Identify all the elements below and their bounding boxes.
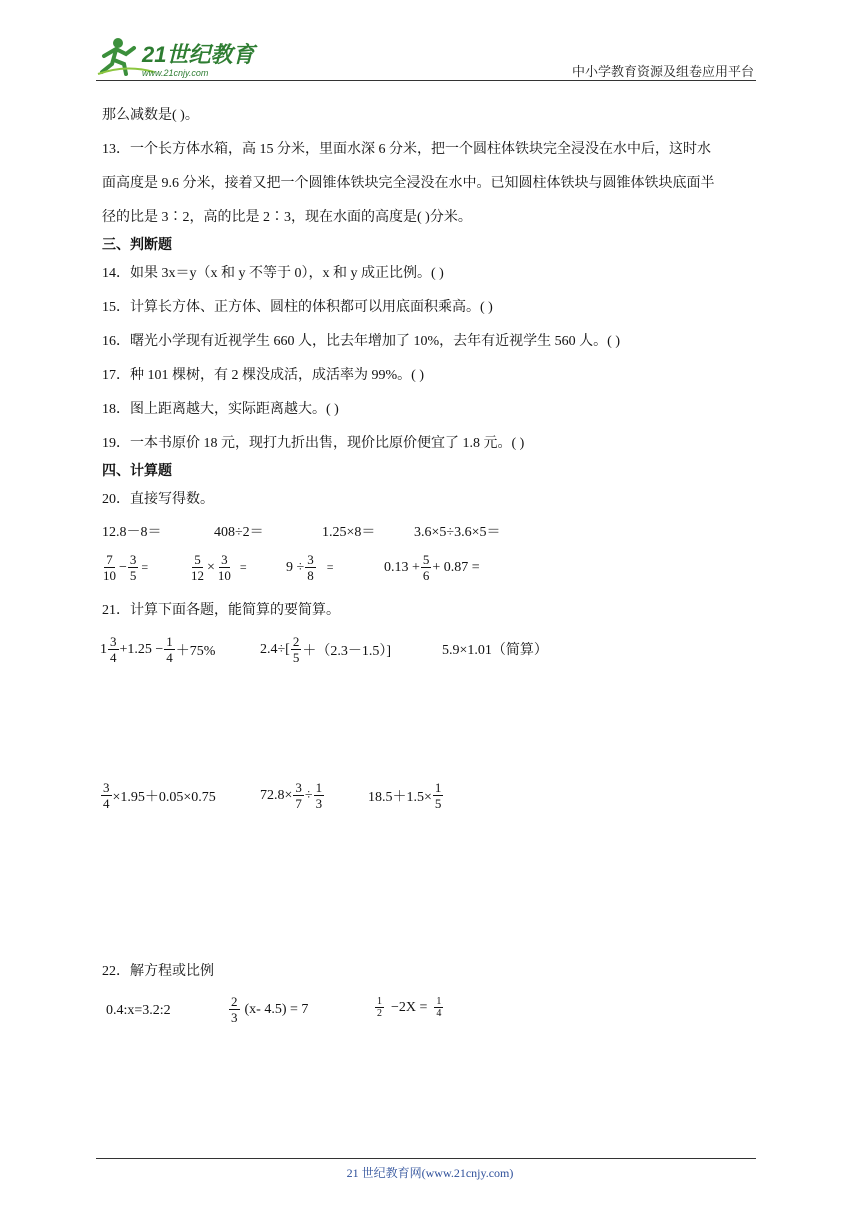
platform-title: 中小学教育资源及组卷应用平台: [571, 65, 754, 80]
q13-line3: 径的比是 3∶2，高的比是 2∶3，现在水面的高度是( )分米。: [102, 210, 472, 225]
fraction: $\frac{5}{6}$: [422, 552, 430, 583]
svg-text:21世纪教育: 21世纪教育: [142, 42, 255, 67]
q20-title: 20．直接写得数。: [102, 492, 214, 507]
fraction: $\frac{3}{5}$: [129, 552, 137, 583]
q22-title: 22．解方程或比例: [102, 964, 214, 979]
fraction: $\frac{7}{10}$: [103, 552, 116, 583]
q21-item-c: 5.9×1.01（简算）: [442, 643, 548, 658]
q20-item-4: 3.6×5÷3.6×5＝: [414, 525, 501, 540]
site-logo: [96, 34, 266, 80]
fraction: $\frac{1}{3}$: [315, 780, 323, 811]
q22-item-b: $\frac{2}{3}$ (x- 4.5) = 7: [231, 994, 309, 1025]
q20-item-2: 408÷2＝: [214, 525, 264, 540]
fraction: $\frac{1}{2}$: [377, 996, 382, 1019]
q20-item-7: 9 ÷ $\frac{3}{8}$ =: [286, 552, 334, 583]
section-judgement-heading: 三、判断题: [102, 238, 172, 253]
fraction: $\frac{3}{4}$: [103, 780, 110, 811]
q21-item-e: 72.8× $\frac{3}{7}$ ÷ $\frac{1}{3}$: [260, 780, 323, 811]
fraction: $\frac{3}{10}$: [217, 552, 231, 583]
q21-item-a: 1 $\frac{3}{4}$ +1.25 − $\frac{1}{4}$ ＋75%: [100, 634, 216, 665]
header-divider: [96, 80, 756, 81]
q21-item-b: 2.4÷[ $\frac{2}{5}$ ＋（2.3－1.5）]: [260, 634, 392, 665]
q21-item-f: 18.5＋1.5× $\frac{1}{5}$: [368, 780, 442, 811]
q16: 16．曙光小学现有近视学生 660 人，比去年增加了 10%，去年有近视学生 560 人。( ): [102, 334, 620, 349]
q20-item-8: 0.13 + $\frac{5}{6}$ + 0.87 =: [384, 552, 480, 583]
q20-item-6: $\frac{5}{12}$ × $\frac{3}{10}$ =: [191, 552, 247, 583]
q17: 17．种 101 棵树，有 2 棵没成活，成活率为 99%。( ): [102, 368, 424, 383]
fraction: $\frac{1}{5}$: [434, 780, 442, 811]
q20-item-1: 12.8－8＝: [102, 525, 162, 540]
svg-text:www.21cnjy.com: www.21cnjy.com: [142, 68, 209, 78]
q18: 18．图上距离越大，实际距离越大。( ): [102, 402, 339, 417]
q19: 19．一本书原价 18 元，现打九折出售，现价比原价便宜了 1.8 元。( ): [102, 436, 525, 451]
q13-line2: 面高度是 9.6 分米，接着又把一个圆锥体铁块完全浸没在水中。已知圆柱体铁块与圆锥体铁块底面半: [102, 176, 715, 191]
fraction: $\frac{1}{4}$: [166, 634, 173, 665]
runner-logo-icon: [96, 34, 266, 80]
fraction: $\frac{3}{8}$: [307, 552, 314, 583]
q21-item-d: $\frac{3}{4}$ ×1.95＋0.05×0.75: [103, 780, 216, 811]
q21-title: 21．计算下面各题，能简算的要简算。: [102, 603, 340, 618]
fraction: $\frac{2}{5}$: [292, 634, 300, 665]
fraction: $\frac{2}{3}$: [231, 994, 238, 1025]
q15: 15．计算长方体、正方体、圆柱的体积都可以用底面积乘高。( ): [102, 300, 493, 315]
fraction: $\frac{3}{7}$: [295, 780, 302, 811]
q14: 14．如果 3x＝y（x 和 y 不等于 0），x 和 y 成正比例。( ): [102, 266, 444, 281]
q20-item-5: $\frac{7}{10}$ − $\frac{3}{5}$ =: [103, 552, 149, 583]
footer-link[interactable]: 21 世纪教育网(www.21cnjy.com): [346, 1166, 514, 1180]
fraction: $\frac{5}{12}$: [191, 552, 204, 583]
section-calculation-heading: 四、计算题: [102, 464, 172, 479]
q22-item-c: $\frac{1}{2}$ −2X = $\frac{1}{4}$: [377, 996, 442, 1019]
q20-item-3: 1.25×8＝: [322, 525, 376, 540]
q13-line1: 13．一个长方体水箱，高 15 分米，里面水深 6 分米，把一个圆柱体铁块完全浸没在水中后，这时水: [102, 142, 711, 157]
fraction: $\frac{1}{4}$: [436, 996, 442, 1019]
fraction: $\frac{3}{4}$: [110, 634, 117, 665]
q22-item-a: 0.4:x=3.2:2: [106, 1003, 171, 1018]
footer-divider: [96, 1158, 756, 1159]
q12-tail: 那么减数是( )。: [102, 108, 199, 123]
